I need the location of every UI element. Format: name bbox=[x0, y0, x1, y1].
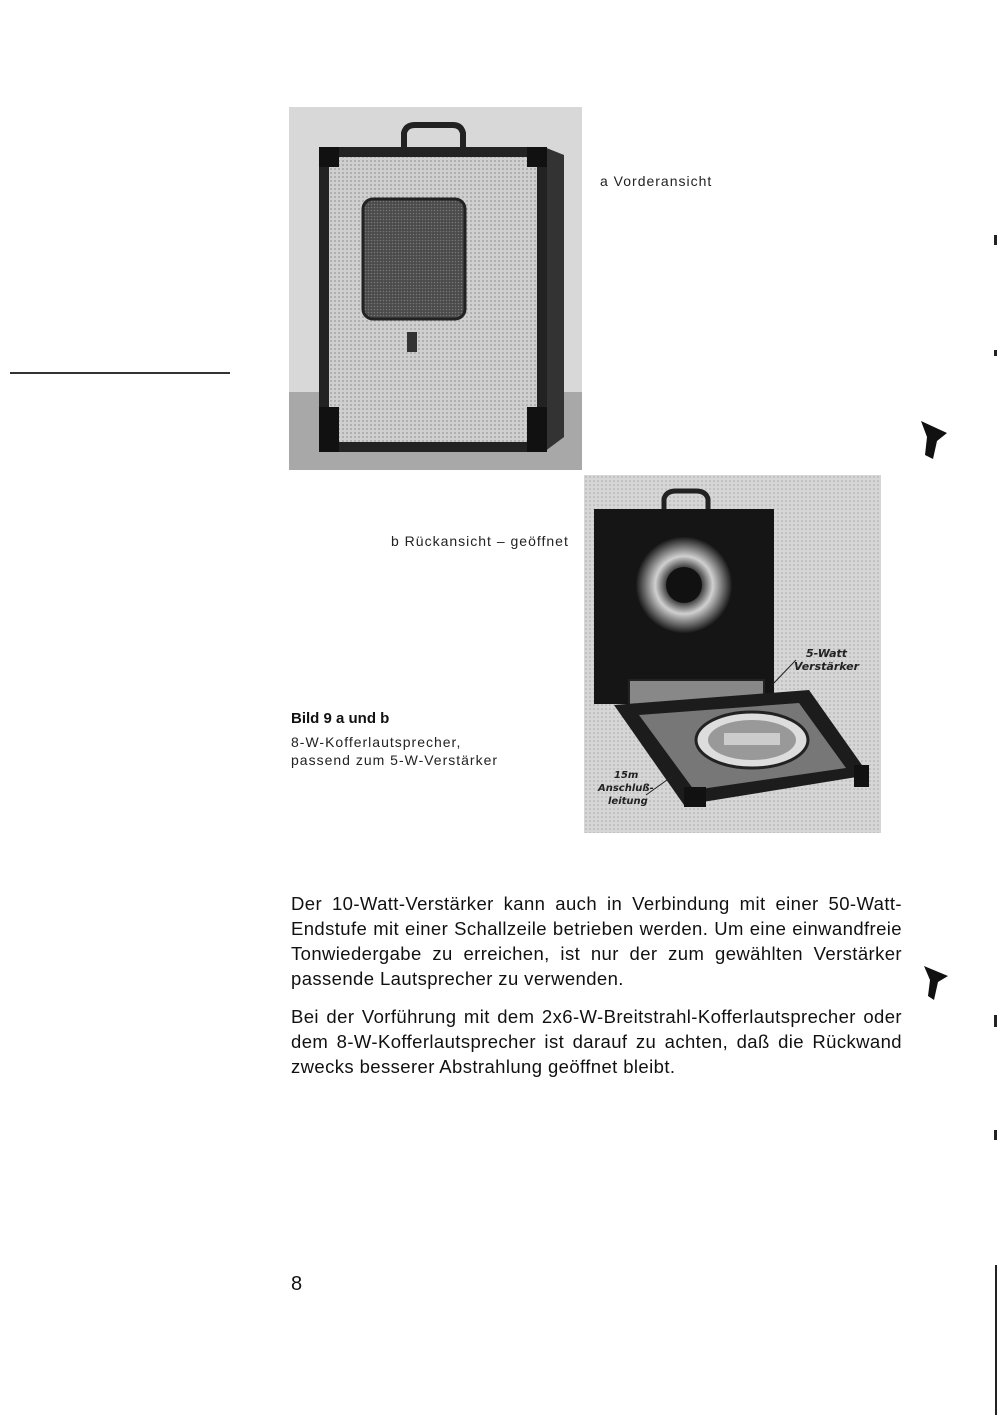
scan-artifact-line bbox=[10, 372, 230, 374]
photo-label-cable-2: Anschluß- bbox=[598, 783, 654, 794]
scan-edge-mark bbox=[994, 1015, 997, 1027]
scan-edge-mark bbox=[994, 350, 997, 356]
figure-description-line1: 8-W-Kofferlautsprecher, bbox=[291, 734, 462, 750]
photo-label-amp-1: 5-Watt bbox=[806, 647, 848, 660]
speaker-rear-photo bbox=[584, 475, 881, 833]
scan-artifact-blot-top bbox=[915, 415, 955, 465]
figure-label-b: b Rückansicht – geöffnet bbox=[391, 533, 569, 549]
scan-edge-mark bbox=[994, 1130, 997, 1140]
photo-label-cable-1: 15m bbox=[614, 770, 639, 781]
photo-label-amp-2: Verstärker bbox=[794, 660, 860, 673]
figure-label-a: a Vorderansicht bbox=[600, 173, 713, 189]
figure-title: Bild 9 a und b bbox=[291, 710, 390, 727]
body-paragraph-1: Der 10-Watt-Verstärker kann auch in Verbindung mit einer 50-Watt-Endstufe mit einer Schallzeile betrieben werden. Um eine einwandfreie Tonwiedergabe zu erreichen, ist nur der zum gewählten Verstärker passende Lautsprecher zu verwenden. bbox=[291, 893, 902, 989]
page-number: 8 bbox=[291, 1273, 303, 1295]
photo-label-cable-3: leitung bbox=[608, 796, 648, 807]
figure-description-line2: passend zum 5-W-Verstärker bbox=[291, 752, 499, 768]
scan-artifact-blot-bottom bbox=[918, 960, 958, 1005]
scan-edge-mark bbox=[994, 235, 997, 245]
speaker-front-photo bbox=[289, 107, 582, 470]
body-paragraph-2: Bei der Vorführung mit dem 2x6-W-Breitstrahl-Kofferlautsprecher oder dem 8-W-Kofferlautsprecher ist darauf zu achten, daß die Rückwand zwecks besserer Abstrahlung geöffnet bleibt. bbox=[291, 1006, 902, 1077]
scan-edge-mark bbox=[995, 1265, 997, 1415]
